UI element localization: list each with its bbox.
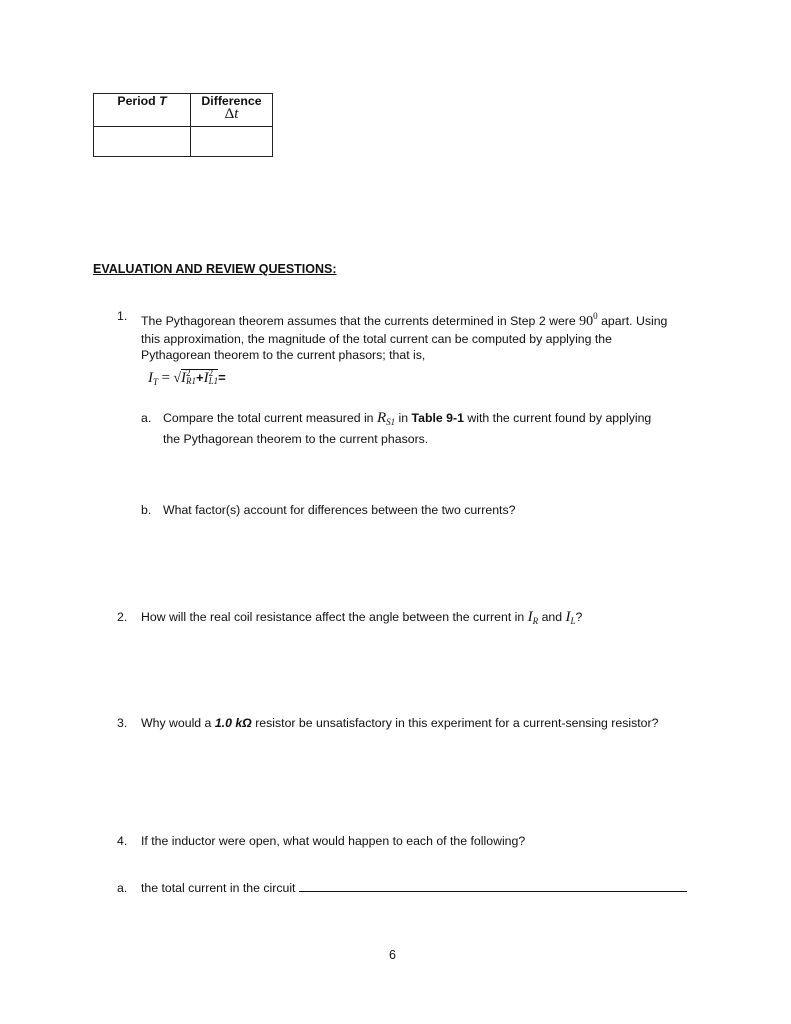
formula-lhs-sub: T <box>153 377 159 387</box>
formula-plus: + <box>196 370 204 385</box>
q4-number: 4. <box>117 834 128 848</box>
formula-t1-sub: R1 <box>186 376 197 386</box>
q2-var2-sub: L <box>570 616 576 626</box>
question-2 <box>117 609 582 626</box>
table-header-period <box>94 94 191 127</box>
q2-var2: I <box>565 609 571 625</box>
formula-t1-sup: 2 <box>186 368 191 378</box>
q2-and: and <box>541 610 563 624</box>
q1a-table-ref: Table 9-1 <box>411 411 464 425</box>
formula-t1: I <box>181 370 187 386</box>
formula-tail: = <box>218 370 226 385</box>
page-number: 6 <box>389 948 396 962</box>
q1b-letter: b. <box>141 503 152 517</box>
formula <box>148 369 226 387</box>
q4-text: If the inductor were open, what would happen to each of the following? <box>141 834 526 848</box>
formula-root: √ <box>173 371 182 386</box>
q1a-var-sub: S1 <box>386 417 396 427</box>
question-4a <box>117 879 687 895</box>
q3-post: resistor be unsatisfactory in this experiment for a current-sensing resistor? <box>255 716 659 730</box>
table-cell-period[interactable] <box>94 127 191 157</box>
period-var: T <box>159 94 167 108</box>
q4a-letter: a. <box>117 881 128 895</box>
section-title: EVALUATION AND REVIEW QUESTIONS: <box>93 262 337 276</box>
formula-radicand <box>181 369 218 385</box>
formula-t2: I <box>203 370 209 386</box>
q1-line1: The Pythagorean theorem assumes that the currents determined in Step 2 were <box>141 314 576 328</box>
period-label: Period <box>117 94 156 108</box>
question-1-number: 1. <box>117 309 128 323</box>
table-header-difference <box>191 94 273 127</box>
q1a-letter: a. <box>141 411 152 425</box>
question-1b <box>141 503 515 517</box>
table-cell-difference[interactable] <box>191 127 273 157</box>
q3-number: 3. <box>117 716 128 730</box>
q1a-part1: Compare the total current measured in <box>163 411 374 425</box>
q1-degrees: 90 <box>579 314 594 329</box>
data-table <box>93 93 273 157</box>
question-1 <box>117 308 717 364</box>
difference-label: Difference <box>201 94 262 108</box>
q1-line2: this approximation, the magnitude of the total current can be computed by applying the <box>141 331 612 346</box>
q1-line1-end: apart. Using <box>601 314 668 328</box>
q1a-part3: with the current found by applying <box>467 411 652 425</box>
q1a-var: R <box>376 410 387 426</box>
q2-end: ? <box>575 610 583 624</box>
q1b-text: What factor(s) account for differences between the two currents? <box>163 503 516 517</box>
question-3 <box>117 716 658 730</box>
delta-t-var: t <box>234 106 239 122</box>
q2-var1-sub: R <box>532 616 539 626</box>
formula-t2-sub: L1 <box>208 376 219 386</box>
q4a-answer-line[interactable] <box>299 879 687 892</box>
formula-eq: = <box>161 370 170 386</box>
q4a-text: the total current in the circuit <box>141 881 296 895</box>
q2-var1: I <box>527 609 533 625</box>
q2-text: How will the real coil resistance affect the angle between the current in <box>141 610 525 624</box>
formula-t2-sup: 2 <box>208 368 214 378</box>
q1a-part2: in <box>398 411 409 425</box>
q1-line3: Pythagorean theorem to the current phasors; that is, <box>141 348 426 362</box>
q3-resistor-value: 1.0 kΩ <box>214 716 252 730</box>
q3-pre: Why would a <box>141 716 212 730</box>
q2-number: 2. <box>117 610 128 624</box>
q1-degree-sup: 0 <box>593 311 598 321</box>
delta-symbol: Δ <box>224 106 235 122</box>
formula-lhs: I <box>148 370 153 386</box>
question-1a <box>141 410 701 447</box>
question-4 <box>117 834 525 848</box>
q1a-line2: the Pythagorean theorem to the current phasors. <box>163 431 429 446</box>
